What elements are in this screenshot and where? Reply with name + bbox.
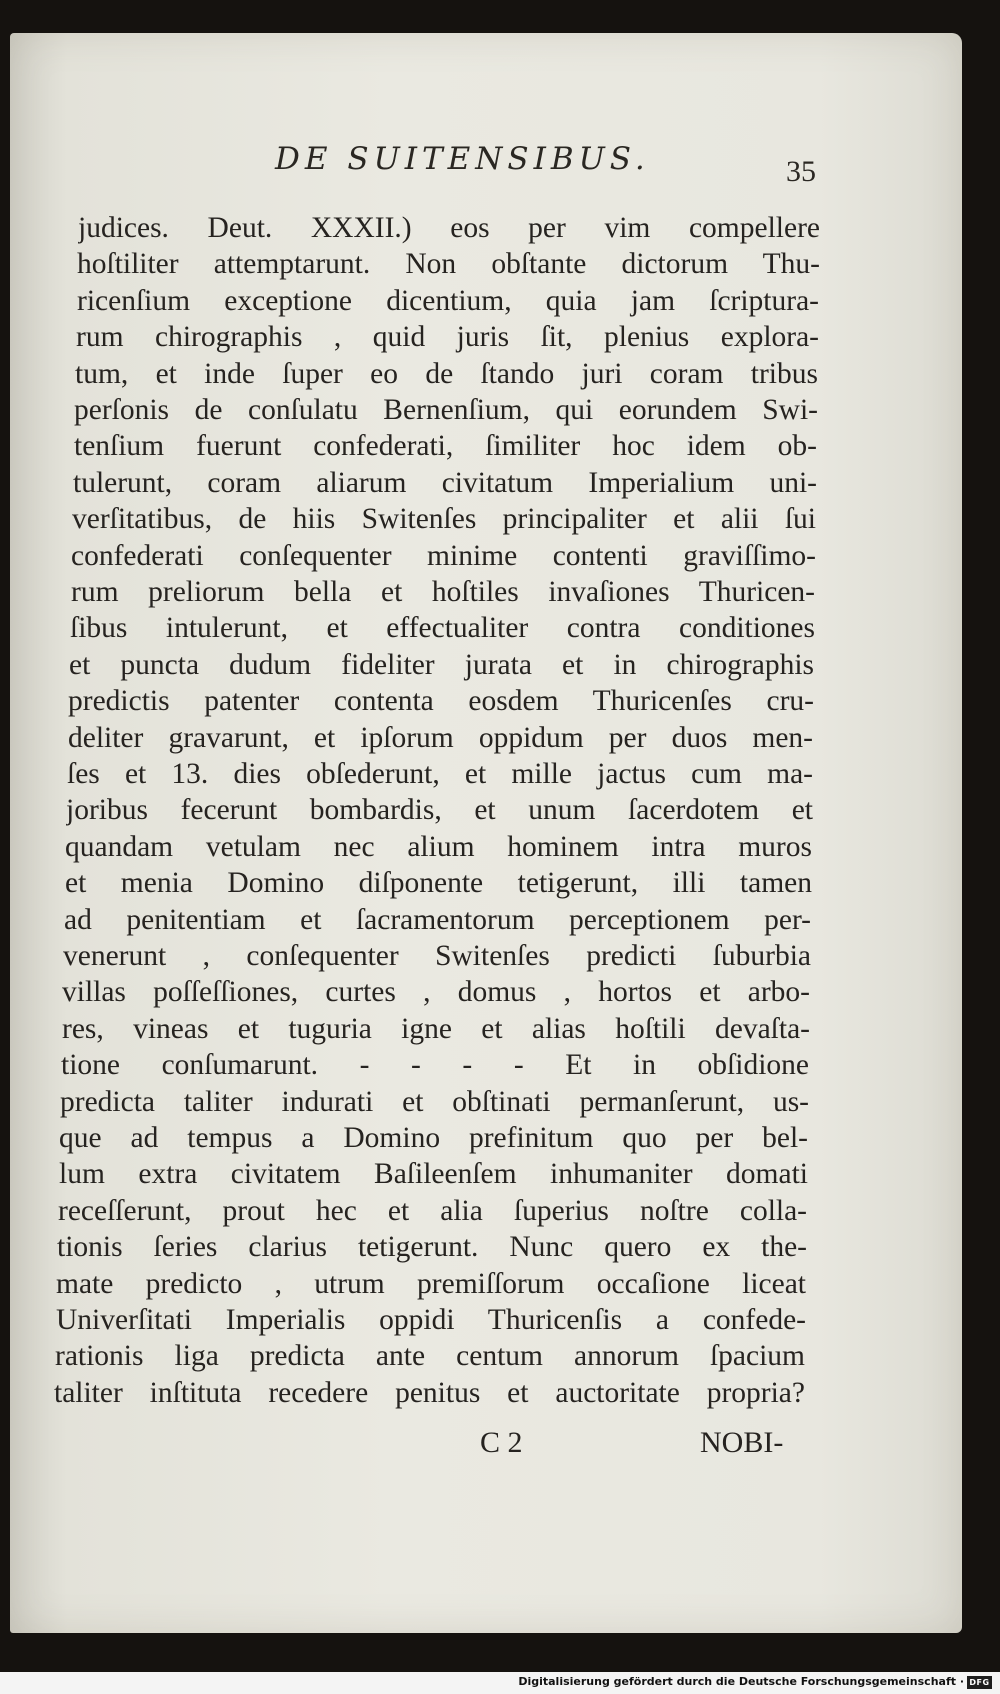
- signature-mark: C 2: [480, 1426, 523, 1459]
- text-line: et menia Domino diſponente tetigerunt, illi tamen: [65, 867, 812, 899]
- text-line: res, vineas et tuguria igne et alias hoſtili devaſta-: [62, 1013, 810, 1045]
- text-line: venerunt , conſequenter Switenſes predicti ſuburbia: [63, 940, 811, 972]
- text-line: deliter gravarunt, et ipſorum oppidum per duos men-: [68, 722, 813, 754]
- text-line: que ad tempus a Domino prefinitum quo per bel-: [59, 1122, 808, 1154]
- text-line: predicta taliter indurati et obſtinati permanſerunt, us-: [60, 1086, 809, 1118]
- text-line: villas poſſeſſiones, curtes , domus , hortos et arbo-: [62, 976, 810, 1008]
- catchline: [10, 1426, 962, 1466]
- text-line: receſſerunt, prout hec et alia ſuperius noſtre colla-: [58, 1195, 807, 1227]
- text-line: judices. Deut. XXXII.) eos per vim compellere: [78, 212, 820, 244]
- text-line: rum chirographis , quid juris ſit, plenius explora-: [76, 321, 819, 353]
- text-line: tenſium fuerunt confederati, ſimiliter hoc idem ob-: [74, 430, 817, 462]
- text-line: mate predicto , utrum premiſſorum occaſione liceat: [56, 1268, 806, 1300]
- text-line: ad penitentiam et ſacramentorum perceptionem per-: [64, 904, 811, 936]
- text-line: ſibus intulerunt, et effectualiter contra conditiones: [70, 612, 815, 644]
- text-line: et puncta dudum fideliter jurata et in chirographis: [69, 649, 814, 681]
- text-line: taliter inſtituta recedere penitus et auctoritate propria?: [54, 1377, 805, 1409]
- text-line: tulerunt, coram aliarum civitatum Imperialium uni-: [73, 467, 817, 499]
- text-line: ricenſium exceptione dicentium, quia jam ſcriptura-: [77, 285, 819, 317]
- text-line: rationis liga predicta ante centum annorum ſpacium: [55, 1340, 805, 1372]
- text-line: confederati conſequenter minime contenti graviſſimo-: [71, 540, 816, 572]
- book-page: [10, 33, 962, 1633]
- digitization-footer: [0, 1672, 1000, 1694]
- text-line: quandam vetulam nec alium hominem intra muros: [65, 831, 812, 863]
- funding-credit: Digitalisierung gefördert durch die Deutsche Forschungsgemeinschaft ·: [518, 1675, 964, 1688]
- text-line: rum preliorum bella et hoſtiles invaſiones Thuricen-: [71, 576, 815, 608]
- text-line: tum, et inde ſuper eo de ſtando juri coram tribus: [75, 358, 818, 390]
- text-line: tionis ſeries clarius tetigerunt. Nunc quero ex the-: [57, 1231, 807, 1263]
- running-head-title: DE SUITENSIBUS.: [275, 141, 650, 177]
- text-line: ſes et 13. dies obſederunt, et mille jactus cum ma-: [67, 758, 813, 790]
- text-line: Univerſitati Imperialis oppidi Thuricenſis a confede-: [56, 1304, 806, 1336]
- text-line: joribus fecerunt bombardis, et unum ſacerdotem et: [66, 794, 813, 826]
- text-line: lum extra civitatem Baſileenſem inhumaniter domati: [59, 1158, 808, 1190]
- dfg-logo: DFG: [967, 1676, 992, 1689]
- catchword: NOBI-: [700, 1426, 784, 1459]
- text-line: verſitatibus, de hiis Switenſes principaliter et alii ſui: [72, 503, 816, 535]
- page-number: 35: [786, 155, 816, 188]
- text-line: hoſtiliter attemptarunt. Non obſtante dictorum Thu-: [77, 248, 820, 280]
- text-line: tione conſumarunt. - - - - Et in obſidione: [61, 1049, 809, 1081]
- text-line: predictis patenter contenta eosdem Thuricenſes cru-: [68, 685, 814, 717]
- running-head: [10, 141, 962, 191]
- text-line: perſonis de conſulatu Bernenſium, qui eorundem Swi-: [74, 394, 818, 426]
